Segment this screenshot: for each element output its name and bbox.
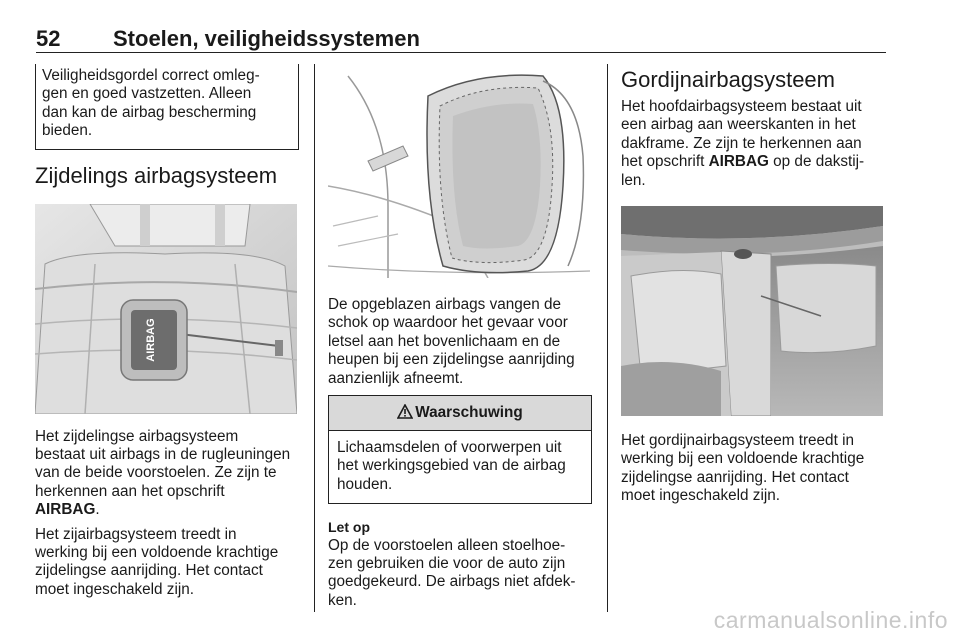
para-line-airbag bbox=[35, 501, 299, 519]
para-line: Het zijairbagsysteem treedt in bbox=[35, 525, 237, 543]
seatbelt-note-box bbox=[35, 64, 299, 150]
para-line: werking bij een voldoende krachtige bbox=[35, 544, 279, 562]
curtain-airbag-illustration bbox=[621, 206, 883, 416]
text-segment: op de dakstij- bbox=[768, 153, 865, 171]
note-line: Op de voorstoelen alleen stoelhoe- bbox=[328, 536, 566, 554]
para-line: aanzienlijk afneemt. bbox=[328, 369, 464, 387]
para-line: Het zijdelingse airbagsysteem bbox=[35, 427, 239, 445]
note-line: dan kan de airbag bescherming bbox=[42, 103, 257, 121]
para-line: Het gordijnairbagsysteem treedt in bbox=[621, 432, 854, 450]
note-line: goedgekeurd. De airbags niet afdek- bbox=[328, 573, 576, 591]
warning-title: Waarschuwing bbox=[415, 404, 523, 422]
header-rule bbox=[36, 52, 886, 53]
text-segment: het opschrift bbox=[621, 153, 709, 171]
watermark: carmanualsonline.info bbox=[713, 607, 948, 633]
section-heading-curtain-airbag: Gordijnairbagsysteem bbox=[621, 67, 835, 92]
column-divider-1 bbox=[314, 64, 315, 612]
para-line: letsel aan het bovenlichaam en de bbox=[328, 332, 561, 350]
running-head: Stoelen, veiligheidssystemen bbox=[113, 26, 420, 51]
note-line: bieden. bbox=[42, 122, 93, 140]
section-heading-side-airbag: Zijdelings airbagsysteem bbox=[35, 162, 278, 188]
para-line: len. bbox=[621, 171, 646, 189]
period: . bbox=[95, 501, 100, 519]
page-number: 52 bbox=[36, 26, 61, 51]
para-line: zijdelingse aanrijding. Het contact bbox=[621, 468, 849, 486]
para-line: een airbag aan weerskanten in het bbox=[621, 116, 856, 134]
para-line: moet ingeschakeld zijn. bbox=[621, 487, 781, 505]
airbag-term: AIRBAG bbox=[35, 501, 96, 519]
note-line: zen gebruiken die voor de auto zijn bbox=[328, 555, 566, 573]
column-1 bbox=[35, 64, 299, 599]
para-line: zijdelingse aanrijding. Het contact bbox=[35, 562, 263, 580]
para-line: herkennen aan het opschrift bbox=[35, 482, 225, 500]
para-line: van de beide voorstoelen. Ze zijn te bbox=[35, 464, 277, 482]
warning-header bbox=[329, 396, 591, 431]
warning-line: het werkingsgebied van de airbag bbox=[337, 457, 566, 475]
warning-body bbox=[329, 431, 591, 503]
para-line: moet ingeschakeld zijn. bbox=[35, 580, 195, 598]
airbag-term: AIRBAG bbox=[708, 153, 769, 171]
warning-line: houden. bbox=[337, 475, 393, 493]
para-line-airbag bbox=[621, 153, 885, 171]
note-line: Veiligheidsgordel correct omleg- bbox=[42, 67, 260, 84]
warning-line: Lichaamsdelen of voorwerpen uit bbox=[337, 439, 562, 457]
para-line: bestaat uit airbags in de rugleuningen bbox=[35, 446, 291, 464]
para-line: dakframe. Ze zijn te herkennen aan bbox=[621, 134, 862, 152]
note-line: ken. bbox=[328, 591, 357, 609]
column-2 bbox=[328, 64, 592, 610]
warning-box bbox=[328, 395, 592, 504]
para-line: schok op waardoor het gevaar voor bbox=[328, 314, 568, 332]
column-divider-2 bbox=[607, 64, 608, 612]
para-line: Het hoofdairbagsysteem bestaat uit bbox=[621, 98, 862, 115]
airbag-label: AIRBAG bbox=[145, 317, 157, 362]
warning-triangle-icon bbox=[397, 404, 413, 419]
seat-airbag-illustration bbox=[35, 204, 297, 414]
para-line: De opgeblazen airbags vangen de bbox=[328, 296, 562, 313]
inflated-airbag-illustration bbox=[328, 66, 590, 278]
para-line: heupen bij een zijdelingse aanrijding bbox=[328, 351, 575, 369]
column-3 bbox=[621, 64, 885, 506]
para-line: werking bij een voldoende krachtige bbox=[621, 450, 865, 468]
note-title: Let op bbox=[328, 519, 370, 536]
note-line: gen en goed vastzetten. Alleen bbox=[42, 85, 252, 103]
